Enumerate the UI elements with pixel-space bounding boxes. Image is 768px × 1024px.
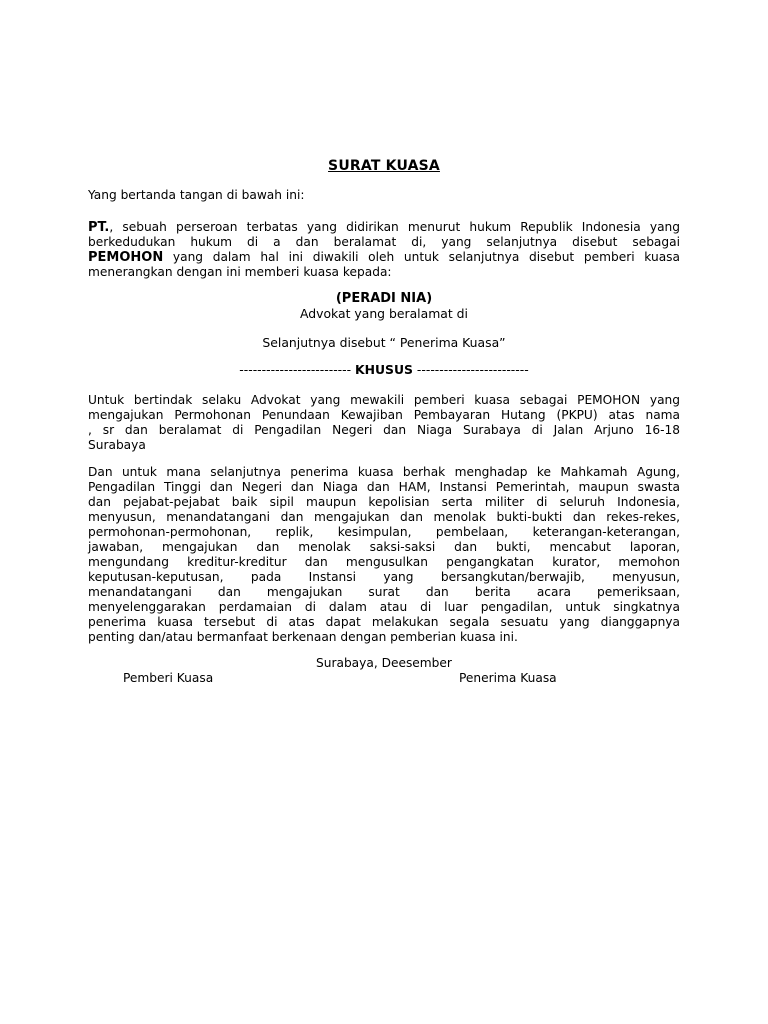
document-title: SURAT KUASA [328, 158, 440, 174]
party-line-3 [88, 250, 680, 265]
authority-line: Pengadilan Tinggi dan Negeri dan Niaga dan HAM, Instansi Pemerintah, maupun swasta [88, 480, 680, 494]
authority-line: menyusun, menandatangani dan mengajukan dan menolak bukti-bukti dan rekes-rekes, [88, 510, 680, 524]
party-line-1 [88, 220, 680, 235]
khusus-label: KHUSUS [355, 362, 413, 377]
peradi-heading: (PERADI NIA) [335, 291, 433, 306]
mandate-line: Untuk bertindak selaku Advokat yang mewakili pemberi kuasa sebagai PEMOHON yang [88, 393, 680, 407]
mandate-line: mengajukan Permohonan Penundaan Kewajiban Pembayaran Hutang (PKPU) atas nama [88, 408, 680, 422]
authority-line: penting dan/atau bermanfaat berkenaan dengan pemberian kuasa ini. [88, 630, 518, 644]
party-line-4: menerangkan dengan ini memberi kuasa kepada: [88, 265, 392, 279]
mandate-line: Surabaya [88, 438, 146, 452]
authority-line: keputusan-keputusan, pada Instansi yang bersangkutan/berwajib, menyusun, [88, 570, 680, 584]
authority-line: jawaban, mengajukan dan menolak saksi-saksi dan bukti, mencabut laporan, [88, 540, 680, 554]
mandate-line: , sr dan beralamat di Pengadilan Negeri dan Niaga Surabaya di Jalan Arjuno 16-18 [88, 423, 680, 437]
authority-line: Dan untuk mana selanjutnya penerima kuasa berhak menghadap ke Mahkamah Agung, [88, 465, 680, 479]
penerima-kuasa-designation: Selanjutnya disebut “ Penerima Kuasa” [262, 335, 506, 350]
intro-text: Yang bertanda tangan di bawah ini: [88, 188, 305, 202]
party-paragraph [88, 220, 680, 280]
authority-line: mengundang kreditur-kreditur dan mengusulkan pengangkatan kurator, memohon [88, 555, 680, 569]
khusus-divider [0, 362, 768, 377]
pemberi-kuasa-signature-label: Pemberi Kuasa [123, 671, 214, 685]
authority-line: menyelenggarakan perdamaian di dalam atau di luar pengadilan, untuk singkatnya [88, 600, 680, 614]
penerima-kuasa-signature-label: Penerima Kuasa [459, 671, 557, 685]
khusus-right-dashes: ------------------------- [412, 362, 529, 377]
authority-line: dan pejabat-pejabat baik sipil maupun kepolisian serta militer di seluruh Indonesia, [88, 495, 680, 509]
mandate-paragraph [88, 393, 680, 453]
party-line-1-text: , sebuah perseroan terbatas yang didirikan menurut hukum Republik Indonesia yang [109, 220, 680, 234]
pt-label: PT. [88, 220, 110, 235]
khusus-left-dashes: ------------------------- [239, 362, 356, 377]
pemohon-label: PEMOHON [88, 250, 164, 265]
authority-line: menandatangani dan mengajukan surat dan berita acara pemeriksaan, [88, 585, 680, 599]
place-date: Surabaya, Deesember [316, 656, 452, 670]
authority-line: penerima kuasa tersebut di atas dapat melakukan segala sesuatu yang dianggapnya [88, 615, 680, 629]
authority-paragraph [88, 465, 680, 645]
advokat-address: Advokat yang beralamat di [300, 306, 468, 321]
authority-line: permohonan-permohonan, replik, kesimpulan, pembelaan, keterangan-keterangan, [88, 525, 680, 539]
party-line-3-text: yang dalam hal ini diwakili oleh untuk selanjutnya disebut pemberi kuasa [163, 250, 680, 264]
party-line-2: berkedudukan hukum di a dan beralamat di, yang selanjutnya disebut sebagai [88, 235, 680, 249]
